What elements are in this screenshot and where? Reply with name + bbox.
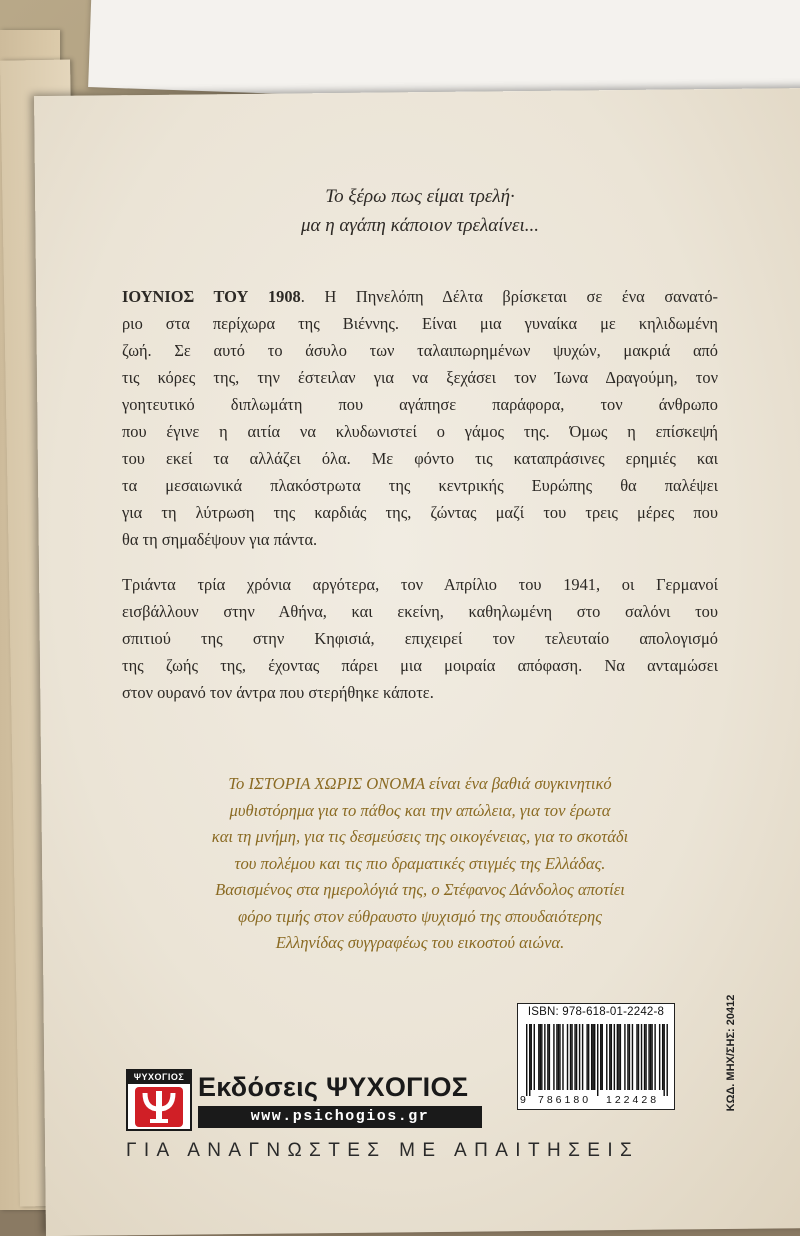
barcode-bar [651, 1024, 652, 1090]
para2-line: στον ουρανό τον άντρα που στερήθηκε κάποτε. [122, 683, 434, 702]
barcode-bar [588, 1024, 589, 1090]
isbn-barcode-box [517, 1003, 675, 1110]
para2-line: της ζωής της, έχοντας πάρει μια μοιραία απόφαση. Να ανταμώσει [122, 656, 718, 675]
quote-line-2: μα η αγάπη κάποιον τρελαίνει... [301, 215, 539, 236]
barcode-bar [666, 1024, 667, 1096]
barcode-bar [659, 1024, 660, 1090]
barcode-bar [558, 1024, 559, 1090]
barcode-bar [597, 1024, 598, 1096]
blurb-line: Το ΙΣΤΟΡΙΑ ΧΩΡΙΣ ΟΝΟΜΑ είναι ένα βαθιά συγκινητικό [228, 774, 612, 793]
para1-line: που έγινε η αιτία να κλυδωνιστεί ο γάμος της. Όμως η επίσκεψή [122, 422, 718, 441]
barcode-bar [606, 1024, 607, 1090]
barcode-bar [571, 1024, 572, 1090]
barcode-bar [553, 1024, 554, 1090]
synopsis-paragraph-1 [122, 283, 718, 553]
publisher-logo [126, 1069, 192, 1131]
barcode-digit-first: 9 [520, 1094, 526, 1106]
para1-line: γοητευτικό διπλωμάτη που αγάπησε παράφορα, τον άνθρωπο [122, 395, 718, 414]
barcode-bar [576, 1024, 577, 1090]
barcode-bar [562, 1024, 563, 1090]
barcode-bar [638, 1024, 639, 1090]
barcode-bar [567, 1024, 568, 1090]
psi-icon [135, 1087, 183, 1127]
barcode-bar [644, 1024, 645, 1090]
para1-line: του εκεί τα αλλάζει όλα. Με φόντο τις καταπράσινες ερημιές και [122, 449, 718, 468]
blurb-line: Βασισμένος στα ημερολόγιά της, ο Στέφανος Δάνδολος αποτίει [215, 880, 625, 899]
barcode-bar [591, 1024, 592, 1090]
publisher-url[interactable]: www.psichogios.gr [198, 1106, 482, 1128]
barcode-bar [611, 1024, 612, 1090]
barcode-bar [662, 1024, 663, 1090]
para1-line: ριο στα περίχωρα της Βιέννης. Είναι μια γυναίκα με κηλιδωμένη [122, 314, 718, 333]
barcode-bar [538, 1024, 539, 1090]
para1-line: ζωή. Σε αυτό το άσυλο των ταλαιπωρημένων ψυχών, μακριά από [122, 341, 718, 360]
barcode-bar [624, 1024, 625, 1090]
epigraph-quote [150, 182, 690, 240]
barcode-bar [586, 1024, 587, 1090]
para2-line: σπιτιού της στην Κηφισιά, επιχειρεί τον τελευταίο απολογισμό [122, 629, 718, 648]
barcode-bar [592, 1024, 593, 1090]
barcode-bar [620, 1024, 621, 1090]
para2-line: εισβάλλουν στην Αθήνα, και εκείνη, καθηλωμένη στο σαλόνι του [122, 602, 718, 621]
para1-line: . Η Πηνελόπη Δέλτα βρίσκεται σε ένα σανατό- [300, 287, 719, 306]
barcode-bar [579, 1024, 580, 1090]
barcode-bar [540, 1024, 541, 1090]
barcode-bar [541, 1024, 542, 1090]
logo-label: ΨΥΧΟΓΙΟΣ [128, 1071, 190, 1084]
synopsis-paragraph-2 [122, 571, 718, 706]
barcode-bar [594, 1024, 595, 1090]
para1-line: τις κόρες της, την έστειλαν για να ξεχάσει τον Ίωνα Δραγούμη, τον [122, 368, 718, 387]
barcode-bar [617, 1024, 618, 1090]
para1-line: τα μεσαιωνικά πλακόστρωτα της κεντρικής Ευρώπης θα παλέψει [122, 476, 718, 495]
publisher-tagline: ΓΙΑ ΑΝΑΓΝΩΣΤΕΣ ΜΕ ΑΠΑΙΤΗΣΕΙΣ [126, 1140, 640, 1161]
blurb-line: του πολέμου και τις πιο δραματικές στιγμές της Ελλάδας. [234, 853, 606, 873]
quote-line-1: Το ξέρω πως είμαι τρελή· [325, 186, 515, 207]
blurb-line: μυθιστόρημα για το πάθος και την απώλεια, για τον έρωτα [229, 800, 611, 820]
barcode-bar [654, 1024, 655, 1090]
barcode-bar [531, 1024, 532, 1090]
barcode-bar [650, 1024, 651, 1090]
barcode-bar [636, 1024, 637, 1090]
barcode-bar [627, 1024, 628, 1090]
barcode-bar [629, 1024, 630, 1090]
barcode-bar [663, 1024, 664, 1096]
barcode-bar [600, 1024, 601, 1090]
barcode-bar [609, 1024, 610, 1090]
barcode-bar [529, 1024, 530, 1096]
barcode-bar [544, 1024, 545, 1090]
para1-line: για τη λύτρωση της καρδιάς της, ζώντας μαζί του τρεις μέρες που [122, 503, 718, 522]
barcode-bar [648, 1024, 649, 1090]
para1-line: θα τη σημαδέψουν για πάντα. [122, 530, 318, 549]
barcode-icon [526, 1024, 668, 1096]
barcode-bar [602, 1024, 603, 1090]
machine-code: ΚΩΔ. ΜΗΧ/ΣΗΣ: 20412 [725, 994, 737, 1112]
barcode-bar [632, 1024, 633, 1090]
barcode-bar [556, 1024, 557, 1090]
barcode-bar [534, 1024, 535, 1090]
barcode-bar [559, 1024, 560, 1090]
blurb-line: φόρο τιμής στον εύθραυστο ψυχισμό της σπουδαιότερης [238, 906, 602, 926]
barcode-bar [641, 1024, 642, 1090]
barcode-digits-left: 786180 [538, 1094, 592, 1106]
barcode-bar [526, 1024, 527, 1096]
barcode-bar [614, 1024, 615, 1090]
barcode-bar [582, 1024, 583, 1090]
barcode-bar [574, 1024, 575, 1090]
publisher-name: Εκδόσεις ΨΥΧΟΓΙΟΣ [198, 1072, 469, 1102]
promotional-blurb [122, 771, 718, 957]
isbn-text: ISBN: 978-618-01-2242-8 [527, 1006, 665, 1018]
barcode-bar [549, 1024, 550, 1090]
date-lead: ΙΟΥΝΙΟΣ ΤΟΥ 1908 [122, 287, 301, 306]
barcode-bar [547, 1024, 548, 1090]
barcode-bar [570, 1024, 571, 1090]
para2-line: Τριάντα τρία χρόνια αργότερα, τον Απρίλιο του 1941, οι Γερμανοί [122, 575, 718, 594]
barcode-digits-right: 122428 [606, 1094, 660, 1106]
barcode-bar [618, 1024, 619, 1090]
blurb-line: και τη μνήμη, για τις δεσμεύσεις της οικογένειας, για το σκοτάδι [211, 827, 629, 846]
blurb-line: Ελληνίδας συγγραφέως του εικοστού αιώνα. [275, 933, 565, 952]
barcode-bar [645, 1024, 646, 1090]
